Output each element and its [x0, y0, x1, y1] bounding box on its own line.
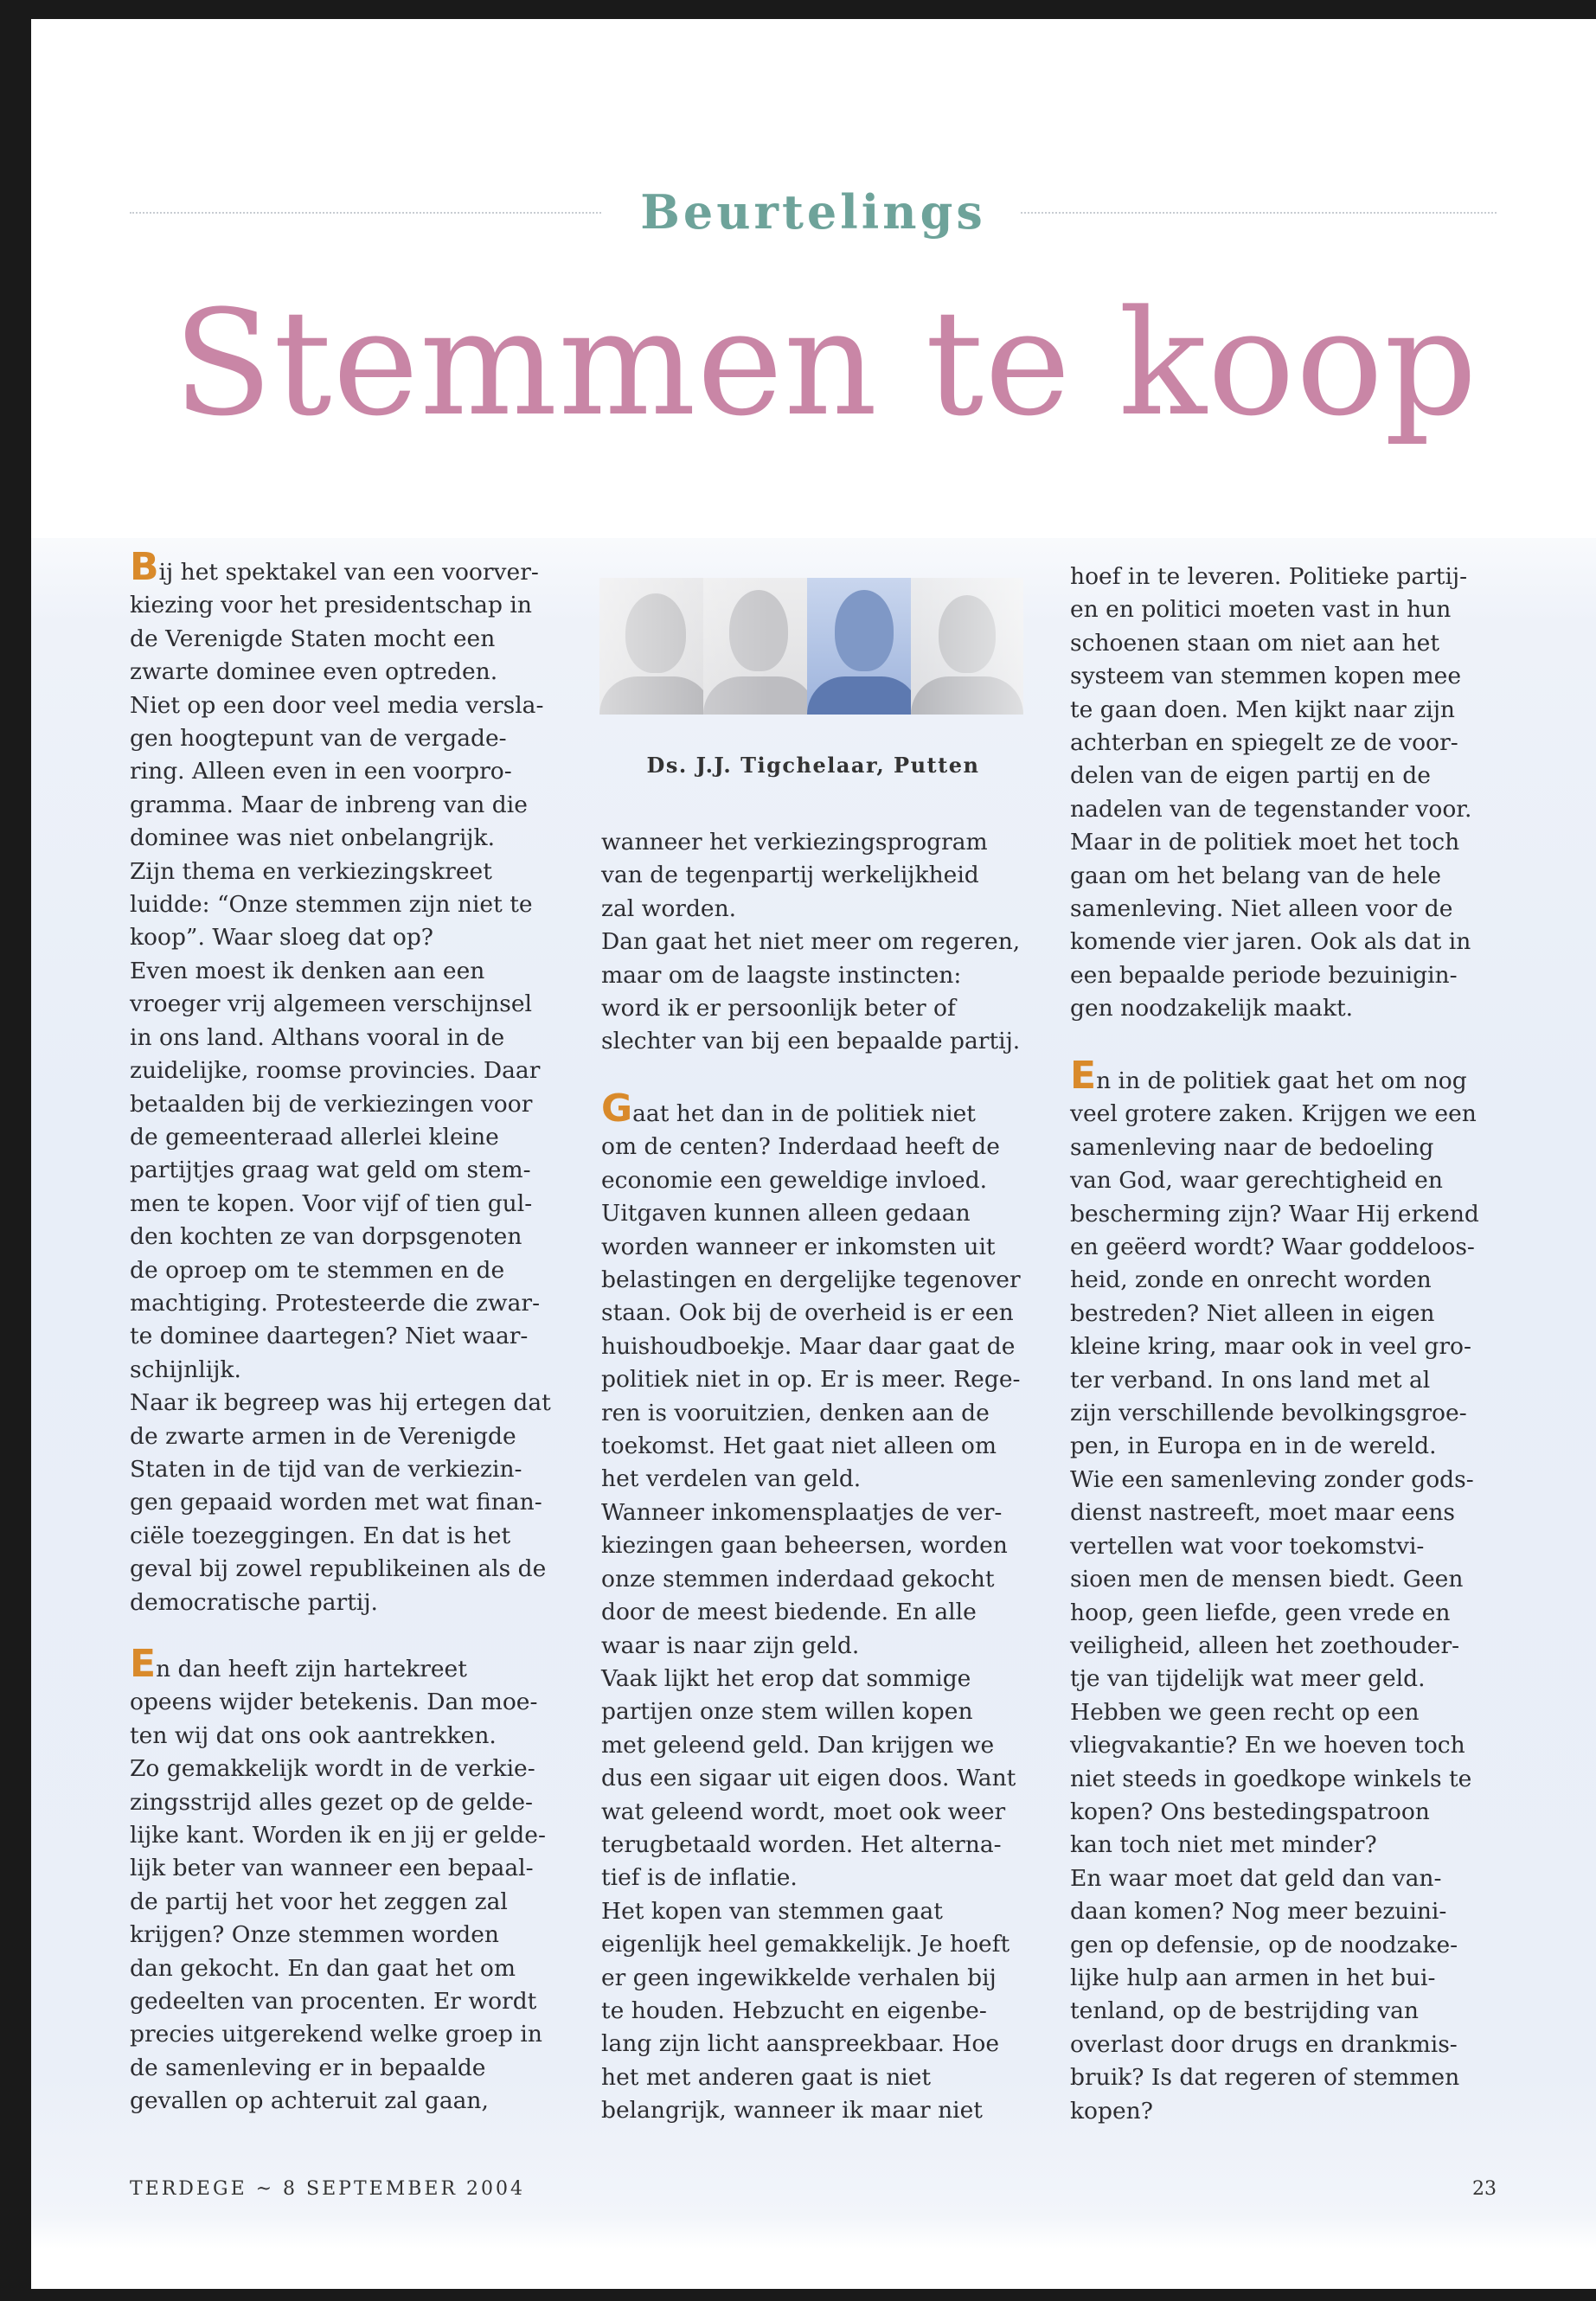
kicker-rule-right: [1021, 212, 1497, 214]
footer-publication: TERDEGE ~ 8 SEPTEMBER 2004: [130, 2178, 526, 2200]
paragraph: aat het dan in de politiek niet om de centen? Inderdaad heeft de economie een geweldige invloed. Uitgaven kunnen alleen gedaan worden wanneer er inkomsten uit belastingen en dergelijke tegenover staan. Ook bij de overheid is er een huishoudboekje. Maar daar gaat de politiek niet in op. Er is meer. Rege- ren is vooruitzien, denken aan de toekomst. Het gaat niet alleen om het verdelen van geld. Wanneer inkomensplaatjes de ver- kiezingen gaan beheersen, worden onze stemmen inderdaad gekocht door de meest biedende. En alle waar is naar zijn geld. Vaak lijkt het erop dat sommige partijen onze stem willen kopen met geleend geld. Dan krijgen we dus een sigaar uit eigen doos. Want wat geleend wordt, moet ook weer terugbetaald worden. Het alterna- tief is de inflatie. Het kopen van stemmen gaat eigenlijk heel gemakkelijk. Je hoeft er geen ingewikkelde verhalen bij te houden. Hebzucht en eigenbe- lang zijn licht aanspreekbaar. Hoe het met anderen gaat is niet belangrijk, wanneer ik maar niet: [601, 1100, 1021, 2125]
kicker-rule-left: [130, 212, 601, 214]
article-column-2-part-2: [601, 1086, 1034, 2128]
kicker-label: Beurtelings: [640, 184, 986, 240]
author-photo-strip: [599, 578, 1023, 715]
paragraph: hoef in te leveren. Politieke partij- en en politici moeten vast in hun schoenen staan om niet aan het systeem van stemmen kopen mee te gaan doen. Men kijkt naar zijn achterban en spiegelt ze de voor- delen van de eigen partij en de nadelen van de tegenstander voor. Maar in de politiek moet het toch gaan om het belang van de hele samenleving. Niet alleen voor de komende vier jaren. Ook als dat in een bepaalde periode bezuinigin- gen noodzakelijk maakt.: [1070, 563, 1472, 1022]
author-byline: Ds. J.J. Tigchelaar, Putten: [646, 753, 980, 778]
paragraph: n dan heeft zijn hartekreet opeens wijder betekenis. Dan moe- ten wij dat ons ook aantrekken. Zo gemakkelijk wordt in de verkie- zingsstrijd alles gezet op de gelde- lijke kant. Worden ik en jij er gelde- lijk beter van wanneer een bepaal- de partij het voor het zeggen zal krijgen? Onze stemmen worden dan gekocht. En dan gaat het om gedeelten van procenten. Er wordt precies uitgerekend welke groep in de samenleving er in bepaalde gevallen op achteruit zal gaan,: [130, 1656, 546, 2115]
article-column-1-part-1: [130, 545, 567, 1619]
page-number: 23: [1472, 2178, 1497, 2200]
paragraph: wanneer het verkiezingsprogram van de tegenpartij werkelijkheid zal worden. Dan gaat het niet meer om regeren, maar om de laagste instincten: word ik er persoonlijk beter of slechter van bij een bepaalde partij.: [601, 829, 1021, 1055]
drop-cap: E: [1070, 1054, 1097, 1098]
paragraph: n in de politiek gaat het om nog veel grotere zaken. Krijgen we een samenleving naar de bedoeling van God, waar gerechtigheid en bescherming zijn? Waar Hij erkend en geëerd wordt? Waar goddeloos- heid, zonde en onrecht worden bestreden? Niet alleen in eigen kleine kring, maar ook in veel gro- ter verband. In ons land met al zijn verschillende bevolkingsgroe- pen, in Europa en in de wereld. Wie een samenleving zonder gods- dienst nastreeft, moet maar eens vertellen wat voor toekomstvi- sioen men de mensen biedt. Geen hoop, geen liefde, geen vrede en veiligheid, alleen het zoethouder- tje van tijdelijk wat meer geld. Hebben we geen recht op een vliegvakantie? En we hoeven toch niet steeds in goedkope winkels te kopen? Ons bestedingspatroon kan toch niet met minder? En waar moet dat geld dan van- daan komen? Nog meer bezuini- gen op defensie, op de noodzake- lijke hulp aan armen in het bui- tenland, op de bestrijding van overlast door drugs en drankmis- bruik? Is dat regeren of stemmen kopen?: [1070, 1067, 1479, 2125]
scan-border-left: [0, 0, 31, 2301]
article-title: Stemmen te koop: [173, 279, 1478, 448]
photo-fade-overlay: [599, 578, 1023, 715]
article-column-1-part-2: [130, 1642, 567, 2118]
article-column-3-part-1: [1070, 561, 1503, 1026]
scan-border-top: [0, 0, 1596, 19]
drop-cap: E: [130, 1642, 157, 1686]
drop-cap: G: [601, 1086, 633, 1131]
article-column-2-part-1: [601, 826, 1034, 1059]
article-column-3-part-2: [1070, 1054, 1503, 2128]
section-kicker: [130, 177, 1497, 247]
scan-border-bottom: [0, 2289, 1596, 2301]
paragraph: ij het spektakel van een voorver- kiezing voor het presidentschap in de Verenigde Staten mocht een zwarte dominee even optreden. Niet op een door veel media versla- gen hoogtepunt van de vergade- ring. Alleen even in een voorpro- gramma. Maar de inbreng van die dominee was niet onbelangrijk. Zijn thema en verkiezingskreet luidde: “Onze stemmen zijn niet te koop”. Waar sloeg dat op? Even moest ik denken aan een vroeger vrij algemeen verschijnsel in ons land. Althans vooral in de zuidelijke, roomse provincies. Daar betaalden bij de verkiezingen voor de gemeenteraad allerlei kleine partijtjes graag wat geld om stem- men te kopen. Voor vijf of tien gul- den kochten ze van dorpsgenoten de oproep om te stemmen en de machtiging. Protesteerde die zwar- te dominee daartegen? Niet waar- schijnlijk. Naar ik begreep was hij ertegen dat de zwarte armen in de Verenigde Staten in de tijd van de verkiezin- gen gepaaid worden met wat finan- ciële toezeggingen. En dat is het geval bij zowel republikeinen als de democratische partij.: [130, 559, 551, 1616]
drop-cap: B: [130, 545, 159, 589]
